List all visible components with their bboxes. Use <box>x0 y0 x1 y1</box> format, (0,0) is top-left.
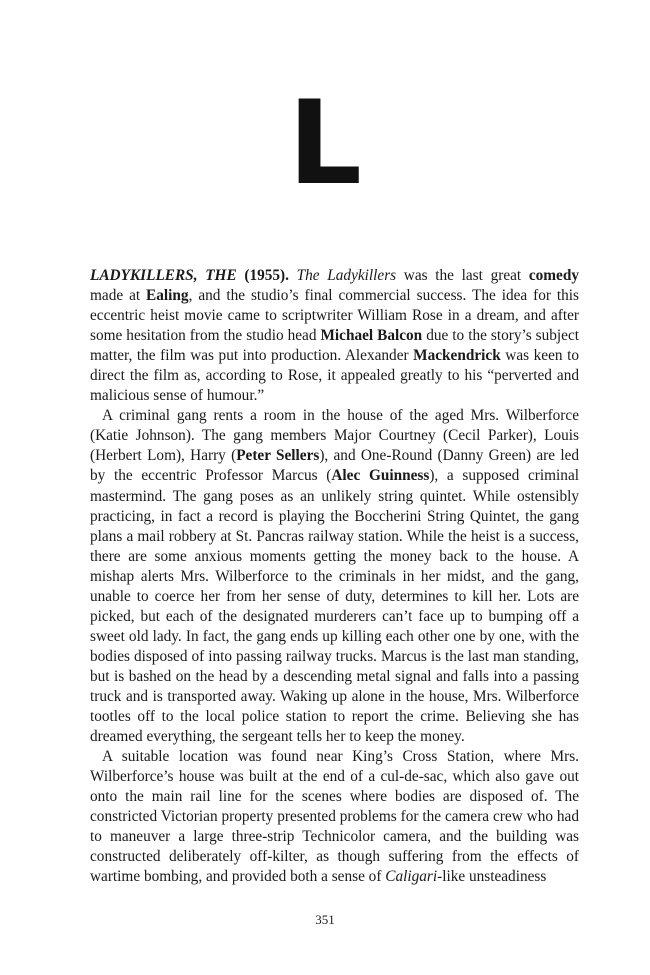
text-run: , and the studio’s final commercial success. The idea for this eccentric heist movie came to scriptwriter William Rose in a dream, and after some hesitation from the studio head <box>90 287 579 345</box>
text-run: made at <box>90 287 147 305</box>
text-run: -like unsteadiness <box>437 868 547 886</box>
paragraph-plot <box>90 406 579 747</box>
bold-reference: Michael Balcon <box>320 327 423 345</box>
text-run: ), a supposed criminal mastermind. The gang poses as an unlikely string quintet. While ostensibly practicing, in fact a record is playing the Boccherini String Quintet, the gang plans a mail robbery at St. Pancras railway station. While the heist is a success, there are some anxious moments getting the money back to the house. A mishap alerts Mrs. Wilberforce to the criminals in her midst, and the gang, unable to coerce her from her sense of duty, determines to kill her. Lots are picked, but each of the designated murderers can’t face up to bumping off a sweet old lady. In fact, the gang ends up killing each other one by one, with the bodies disposed of into passing railway trucks. Marcus is the last man standing, but is bashed on the head by a descending metal signal and falls into a passing truck and is transported away. Waking up alone in the house, Mrs. Wilberforce tootles off to the local police station to report the crime. Believing she has dreamed everything, the sergeant tells her to keep the money. <box>90 467 579 746</box>
bold-reference: Peter Sellers <box>236 447 320 465</box>
text-run: A criminal gang rents a room in the house of the aged Mrs. Wilberforce (Katie Johnson). The gang members Major Courtney (Cecil Parker), Louis (Herbert Lom), Harry ( <box>90 407 579 465</box>
entry-headword: LADYKILLERS, THE <box>90 267 237 284</box>
text-run: was the last great <box>396 267 529 284</box>
bold-reference: Ealing <box>146 287 189 305</box>
bold-reference: Mackendrick <box>413 347 501 365</box>
page-number: 351 <box>315 912 335 927</box>
italic-title: The Ladykillers <box>296 267 397 284</box>
entry-body <box>90 266 579 887</box>
bold-reference: comedy <box>528 267 579 284</box>
section-letter: L <box>288 76 362 211</box>
entry-year: (1955). <box>244 267 289 284</box>
text-run: was keen to direct the film as, according to Rose, it appealed greatly to his “perverted and malicious sense of humour.” <box>90 347 579 405</box>
italic-title: Caligari <box>385 868 438 886</box>
text-run: ), and One-Round (Danny Green) are led by the eccentric Professor Marcus ( <box>90 447 580 485</box>
text-run: A suitable location was found near King’s Cross Station, where Mrs. Wilberforce’s house was built at the end of a cul-de-sac, which also gave out onto the main rail line for the scenes where bodies are disposed of. The constricted Victorian property presented problems for the camera crew who had to maneuver a large three-strip Technicolor camera, and the building was constructed deliberately off-kilter, as though suffering from the effects of wartime bombing, and provided both a sense of <box>90 748 579 886</box>
bold-reference: Alec Guinness <box>331 467 430 485</box>
paragraph-production <box>90 747 579 887</box>
paragraph-1-text <box>90 267 579 404</box>
text-run: due to the story’s subject matter, the film was put into production. Alexander <box>90 327 580 365</box>
paragraph-intro <box>90 266 579 406</box>
